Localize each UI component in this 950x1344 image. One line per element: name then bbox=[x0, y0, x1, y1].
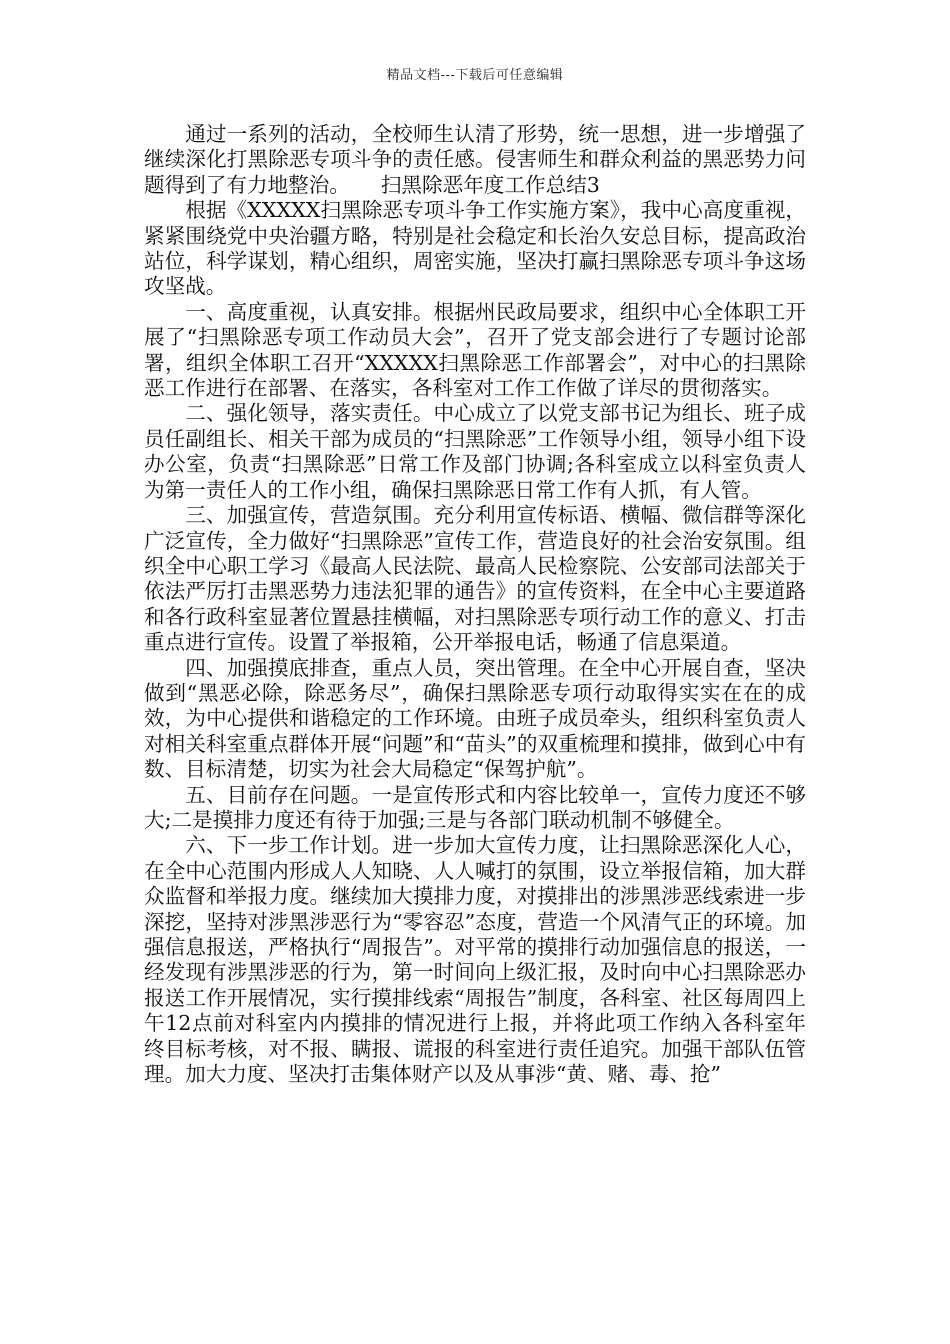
paragraph-intro: 通过一系列的活动，全校师生认清了形势，统一思想，进一步增强了继续深化打黑除恶专项斗争的责任感。侵害师生和群众利益的黑恶势力问题得到了有力地整治。 扫黑除恶年度工作总结3 bbox=[144, 122, 806, 197]
paragraph-section-1: 一、高度重视，认真安排。根据州民政局要求，组织中心全体职工开展了“扫黑除恶专项工作动员大会”，召开了党支部会进行了专题讨论部署，组织全体职工召开“XXXXX扫黑除恶工作部署会”，对中心的扫黑除恶工作进行在部署、在落实，各科室对工作工作做了详尽的贯彻落实。 bbox=[144, 299, 806, 401]
paragraph-section-2: 二、强化领导，落实责任。中心成立了以党支部书记为组长、班子成员任副组长、相关干部为成员的“扫黑除恶”工作领导小组，领导小组下设办公室，负责“扫黑除恶”日常工作及部门协调;各科室成立以科室负责人为第一责任人的工作小组，确保扫黑除恶日常工作有人抓，有人管。 bbox=[144, 401, 806, 502]
paragraph-section-6: 六、下一步工作计划。进一步加大宣传力度，让扫黑除恶深化人心，在全中心范围内形成人人知晓、人人喊打的氛围，设立举报信箱，加大群众监督和举报力度。继续加大摸排力度，对摸排出的涉黑涉恶线索进一步深挖，坚持对涉黑涉恶行为“零容忍”态度，营造一个风清气正的环境。加强信息报送，严格执行“周报告”。对平常的摸排行动加强信息的报送，一经发现有涉黑涉恶的行为，第一时间向上级汇报，及时向中心扫黑除恶办报送工作开展情况，实行摸排线索“周报告”制度，各科室、社区每周四上午12点前对科室内内摸排的情况进行上报，并将此项工作纳入各科室年终目标考核，对不报、瞒报、谎报的科室进行责任追究。加强干部队伍管理。加大力度、坚决打击集体财产以及从事涉“黄、赌、毒、抢” bbox=[144, 833, 806, 1087]
paragraph-section-4: 四、加强摸底排查，重点人员，突出管理。在全中心开展自查，坚决做到“黑恶必除，除恶务尽”，确保扫黑除恶专项行动取得实实在在的成效，为中心提供和谐稳定的工作环境。由班子成员牵头，组织科室负责人对相关科室重点群体开展“问题”和“苗头”的双重梳理和摸排，做到心中有数、目标清楚，切实为社会大局稳定“保驾护航”。 bbox=[144, 655, 806, 782]
document-body bbox=[144, 122, 806, 1087]
paragraph-section-3: 三、加强宣传，营造氛围。充分利用宣传标语、横幅、微信群等深化广泛宣传，全力做好“扫黑除恶”宣传工作，营造良好的社会治安氛围。组织全中心职工学习《最高人民法院、最高人民检察院、公安部司法部关于依法严厉打击黑恶势力违法犯罪的通告》的宣传资料，在全中心主要道路和各行政科室显著位置悬挂横幅，对扫黑除恶专项行动工作的意义、打击重点进行宣传。设置了举报箱，公开举报电话，畅通了信息渠道。 bbox=[144, 503, 806, 655]
page-header: 精品文档---下载后可任意编辑 bbox=[386, 68, 564, 83]
paragraph-plan-basis: 根据《XXXXX扫黑除恶专项斗争工作实施方案》，我中心高度重视，紧紧围绕党中央治疆方略，特别是社会稳定和长治久安总目标，提高政治站位，科学谋划，精心组织，周密实施，坚决打赢扫黑除恶专项斗争这场攻坚战。 bbox=[144, 198, 806, 299]
paragraph-section-5: 五、目前存在问题。一是宣传形式和内容比较单一，宣传力度还不够大;二是摸排力度还有待于加强;三是与各部门联动机制不够健全。 bbox=[144, 782, 806, 832]
